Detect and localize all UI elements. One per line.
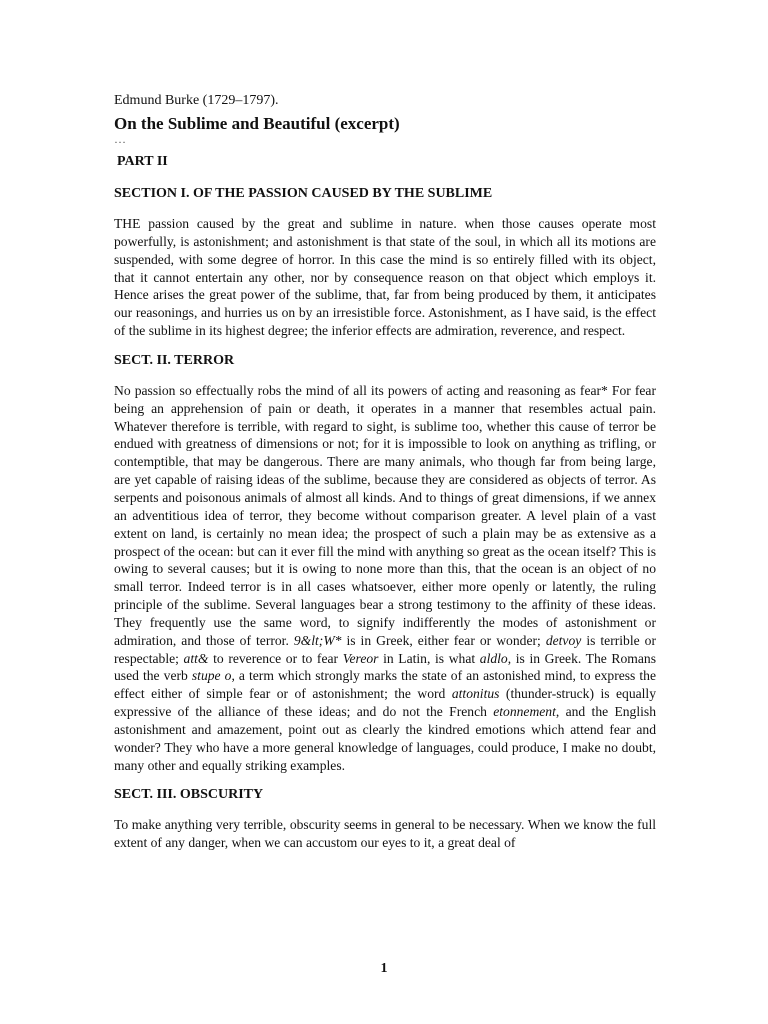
section-1-heading: SECTION I. OF THE PASSION CAUSED BY THE SUBLIME xyxy=(114,186,493,201)
greek-term: aldlo xyxy=(479,650,508,666)
author-line: Edmund Burke (1729–1797). xyxy=(114,93,279,108)
section-2-heading: SECT. II. TERROR xyxy=(114,352,235,368)
omission-ellipsis: … xyxy=(114,132,127,146)
text-segment: is terrible or respectable; xyxy=(114,632,656,666)
section-1-paragraph: THE passion caused by the great and sublime in nature. when those causes operate most powerfully, is astonishment; and astonishment is that state of the soul, in which all its motions are suspended, with some degree of horror. In this case the mind is so entirely filled with its object, that it cannot entertain any other, nor by consequence reason on that object which employs it. Hence arises the great power of the sublime, that, far from being produced by them, it anticipates our reasonings, and hurries us on by an irresistible force. Astonishment, as I have said, is the effect of the sublime in its highest degree; the inferior effects are admiration, reverence, and respect. xyxy=(114,216,656,339)
document-title: On the Sublime and Beautiful (excerpt) xyxy=(114,114,400,133)
latin-term: stupe o xyxy=(191,668,232,684)
french-term: etonnement xyxy=(493,704,556,720)
latin-term: Vereor xyxy=(342,650,379,666)
section-2-paragraph xyxy=(114,382,656,775)
text-segment: , and the English astonishment and amazement, point out as clearly the kindred emotions which attend fear and wonder? They who have a more general knowledge of languages, could produce, I make no doubt, many other and equally striking examples. xyxy=(114,704,656,773)
part-heading: PART II xyxy=(117,154,168,169)
greek-term: detvoy xyxy=(545,632,582,648)
latin-term: attonitus xyxy=(451,686,500,702)
text-segment: is in Greek, either fear or wonder; xyxy=(341,632,546,648)
section-3-heading: SECT. III. OBSCURITY xyxy=(114,787,264,803)
greek-term: 9&lt;W* xyxy=(293,632,342,648)
text-segment: in Latin, is what xyxy=(378,650,480,666)
text-segment: , a term which strongly marks the state of an astonished mind, to express the effect either of simple fear or of astonishment; the word xyxy=(114,668,657,702)
page-number: 1 xyxy=(380,961,388,976)
text-segment: No passion so effectually robs the mind of all its powers of acting and reasoning as fear* For fear being an apprehension of pain or death, it operates in a manner that resembles actual pain. Whatever therefore is terrible, with regard to sight, is sublime too, whether this cause of terror be endued with greatness of dimensions or not; for it is impossible to look on anything as trifling, or contemptible, that may be dangerous. There are many animals, who though far from being large, are yet capable of raising ideas of the sublime, because they are considered as objects of terror. As serpents and poisonous animals of almost all kinds. And to things of great dimensions, if we annex an adventitious idea of terror, they become without comparison greater. A level plain of a vast extent on land, is certainly no mean idea; the prospect of such a plain may be as extensive as a prospect of the ocean: but can it ever fill the mind with anything so great as the ocean itself? This is owing to several causes; but it is owing to none more than this, that the ocean is an object of no small terror. Indeed terror is in all cases whatsoever, either more openly or latently, the ruling principle of the sublime. Several languages bear a strong testimony to the affinity of these ideas. They frequently use the same word, to signify indifferently the modes of astonishment or admiration, and those of terror. xyxy=(114,382,656,648)
greek-term: att& xyxy=(183,650,209,666)
section-3-paragraph: To make anything very terrible, obscurity seems in general to be necessary. When we know the full extent of any danger, when we can accustom our eyes to it, a great deal of xyxy=(114,817,656,851)
text-segment: (thunder-struck) is equally expressive of the alliance of these ideas; and do not the French xyxy=(114,686,657,720)
text-segment: , is in Greek. The Romans used the verb xyxy=(114,650,656,684)
document-page xyxy=(114,92,656,864)
text-segment: to reverence or to fear xyxy=(208,650,343,666)
